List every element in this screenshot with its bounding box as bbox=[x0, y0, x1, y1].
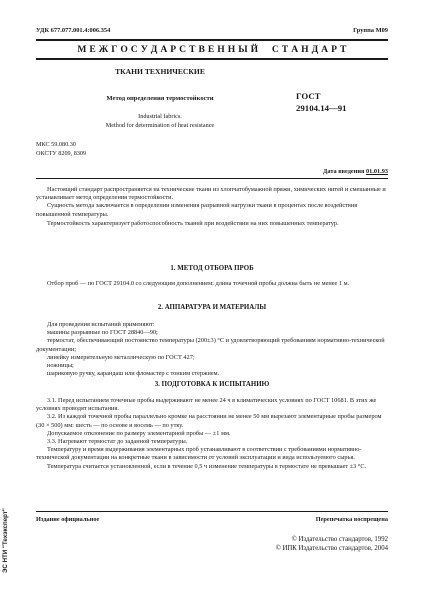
copyright-2004: © ИПК Издательство стандартов, 2004 bbox=[275, 545, 388, 552]
footer-rule bbox=[36, 511, 388, 512]
gost-label: ГОСТ bbox=[296, 91, 321, 101]
copyright-1992: © Издательство стандартов, 1992 bbox=[291, 536, 388, 543]
official-edition: Издание официальное bbox=[36, 516, 100, 523]
side-stamp: ЭС НТИ "Техэксперт" bbox=[2, 508, 9, 573]
intro-paragraph: Настоящий стандарт распространяется на технические ткани из хлопчатобумажной пряжи, химических нитей и смешанные и устанавливает метод определения термостойкости. bbox=[36, 186, 386, 202]
intro-text bbox=[36, 186, 388, 228]
equipment-item: линейку измерительную металлическую по ГОСТ 427; bbox=[47, 353, 195, 361]
clause-3-2-note: Допускаемое отклонение по размеру элементарной пробы — ±1 мм. bbox=[47, 429, 231, 437]
intro-paragraph: Сущность метода заключается в определении изменения разрывной нагрузки ткани в процентах после воздействия повышенной температуры. bbox=[36, 202, 358, 218]
clause-3-3-condition: Температура считается установленной, если в течение 0,5 ч изменение температуры в термостате не превышает ±3 °С. bbox=[47, 462, 367, 470]
equipment-item: ножницы; bbox=[47, 362, 74, 370]
document-subtitle: Метод определения термостойкости bbox=[106, 95, 214, 102]
english-title-line1: Industrial fabrics. bbox=[138, 113, 182, 120]
clause-3-3: 3.3. Нагревают термостат до заданной температуры. bbox=[47, 438, 188, 446]
document-title: ТКАНИ ТЕХНИЧЕСКИЕ bbox=[115, 67, 205, 76]
okstu-code: ОКСТУ 8209, 8309 bbox=[36, 150, 87, 157]
header-rule-bottom bbox=[36, 58, 388, 60]
clause-3-2: 3.2. Из каждой точечной пробы параллельно кромке на расстоянии не менее 50 мм вырезают элементарные пробы размером (30 × 500) мм: шесть — по основе и восемь — по утку. bbox=[36, 413, 382, 429]
section2-title: 2. АППАРАТУРА И МАТЕРИАЛЫ bbox=[157, 304, 267, 311]
section1-title: 1. МЕТОД ОТБОРА ПРОБ bbox=[170, 265, 254, 272]
mks-code: МКС 59.080.30 bbox=[36, 141, 76, 148]
intro-rule bbox=[36, 178, 388, 179]
equipment-item: термостат, обеспечивающий постоянство температуры (200±3) °С и удовлетворяющий требованиям нормативно-технической документации; bbox=[36, 337, 385, 353]
header-rule-top bbox=[36, 39, 388, 41]
section3-title: 3. ПОДГОТОВКА К ИСПЫТАНИЮ bbox=[154, 381, 270, 388]
group-code: Группа М09 bbox=[353, 27, 388, 34]
section3-text bbox=[36, 397, 388, 471]
equipment-list bbox=[36, 321, 388, 378]
udk-code: УДК 677.077.001.4:006.354 bbox=[36, 27, 111, 34]
reprint-prohibited: Перепечатка воспрещена bbox=[315, 516, 388, 523]
english-title-line2: Method for determination of heat resistance bbox=[105, 122, 215, 129]
intro-date-label: Дата введения bbox=[323, 168, 365, 175]
intro-date-value: 01.01.93 bbox=[365, 168, 388, 175]
standard-banner: М Е Ж Г О С У Д А Р С Т В Е Н Н Ы Й С Т А Н Д А Р Т bbox=[77, 44, 347, 55]
clause-3-1: 3.1. Перед испытанием точечные пробы выдерживают не менее 24 ч в климатических условиях по ГОСТ 10681. В этих же условиях проводят испытания. bbox=[36, 397, 377, 413]
equipment-item: Для проведения испытаний применяют: bbox=[47, 321, 155, 328]
intro-date bbox=[323, 168, 388, 175]
equipment-item: шариковую ручку, карандаш или фломастер с тонким стержнем. bbox=[47, 370, 220, 378]
clause-3-3-detail: Температуру и время выдерживания элементарных проб устанавливают в соответствии с требованиями нормативно-технической документации на конкретные ткани в зависимости от условий эксплуатации и вида используемого сырья. bbox=[36, 446, 362, 462]
section1-text: Отбор проб — по ГОСТ 29104.0 со следующим дополнением: длина точечной пробы должна быть не менее 1 м. bbox=[47, 280, 350, 287]
intro-paragraph: Термостойкость характеризует работоспособность тканей при воздействии на них повышенных температур. bbox=[47, 219, 339, 227]
equipment-item: машины разрывные по ГОСТ 28840—90; bbox=[47, 329, 158, 337]
gost-number: 29104.14—91 bbox=[296, 103, 347, 113]
